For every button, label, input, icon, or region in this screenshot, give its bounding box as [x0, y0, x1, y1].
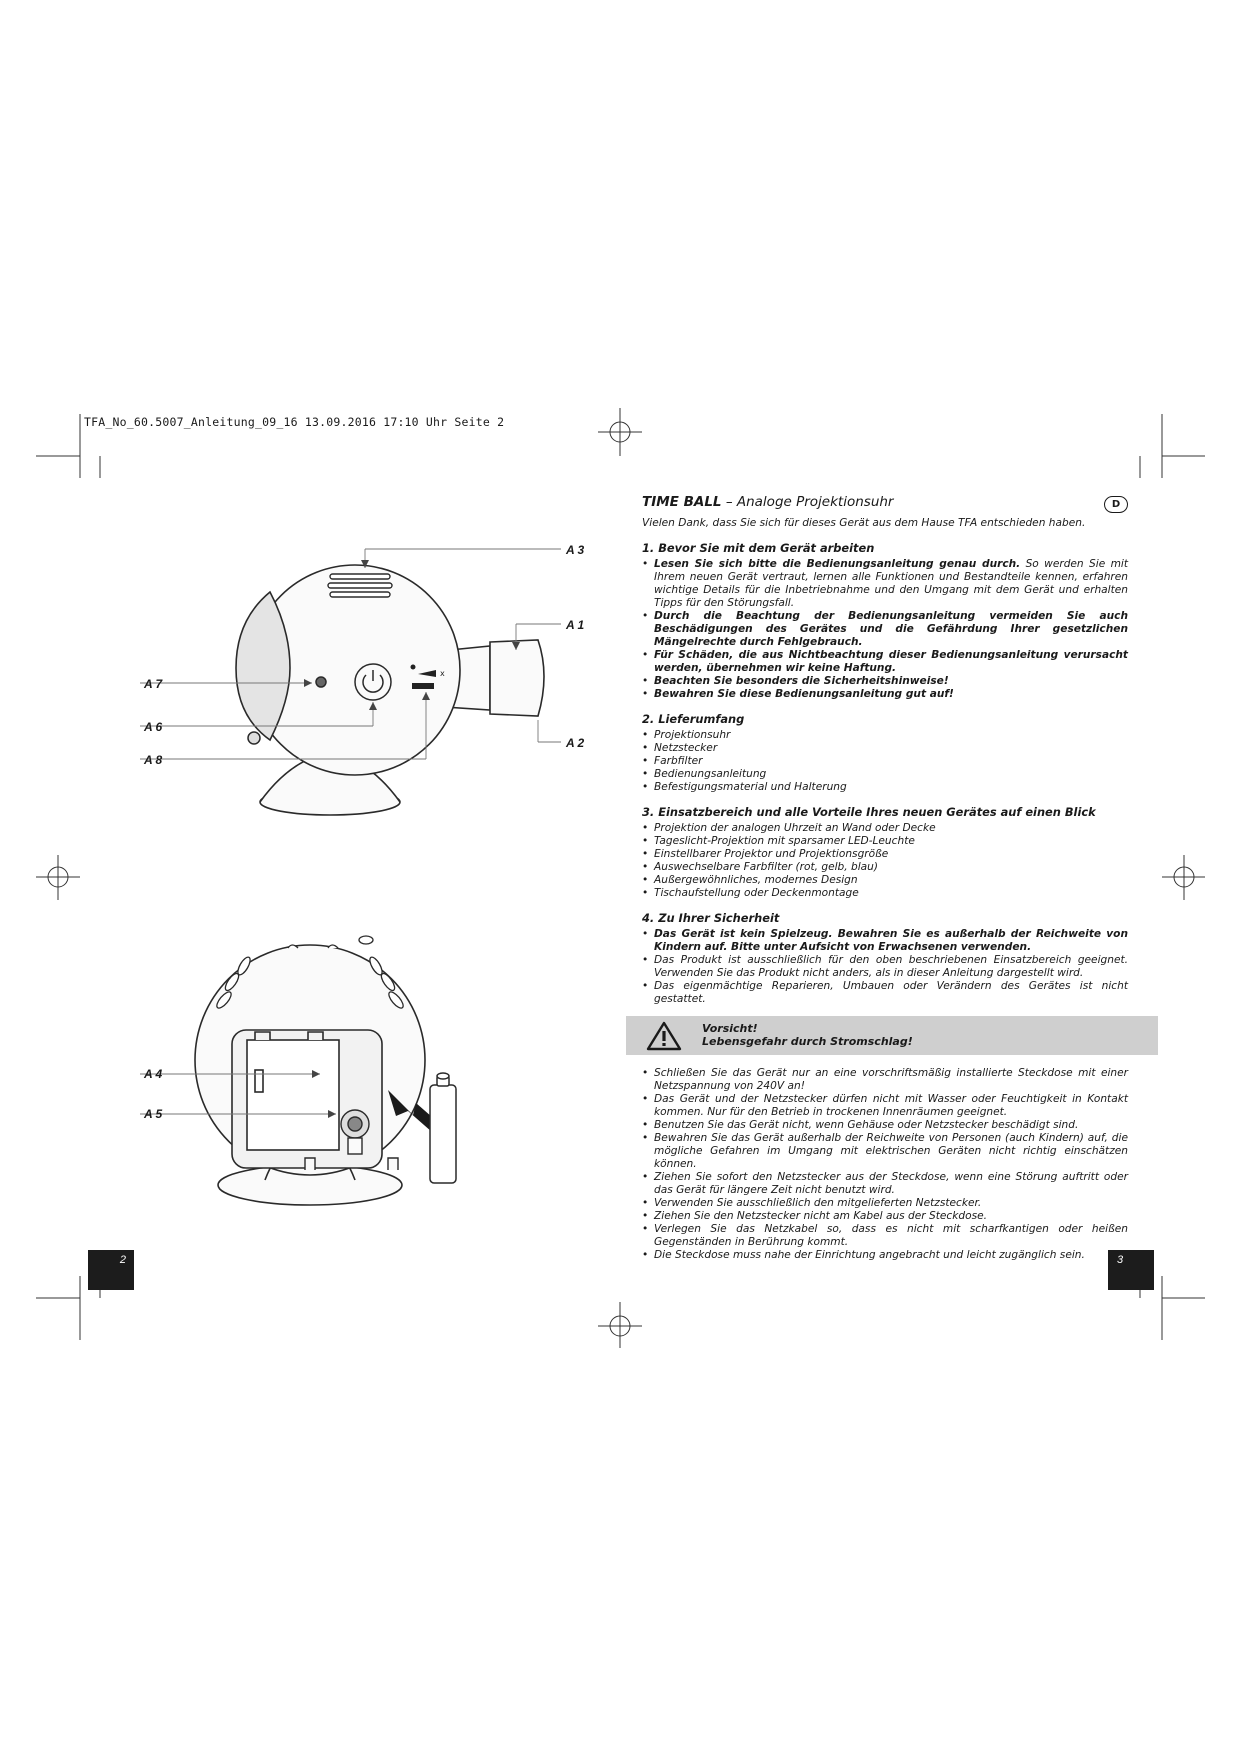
side-socket [248, 732, 260, 744]
section-heading: 3. Einsatzbereich und alle Vorteile Ihres neuen Gerätes auf einen Blick [642, 805, 1096, 819]
list-item-text: Farbfilter [654, 755, 703, 767]
safety-item: • Bewahren Sie das Gerät außerhalb der Reichweite von Personen (auch Kindern) auf, die mögliche Gefahren im Umgang mit elektrischen Geräten nicht richtig einschätzen können. [642, 1132, 1128, 1171]
list-item [642, 848, 1128, 861]
projector-lens-cap [490, 640, 544, 716]
list-item-bold: Lesen Sie sich bitte die Bedienungsanleitung genau durch. [654, 558, 1021, 570]
svg-text:x: x [440, 669, 445, 678]
safety-list [642, 1067, 1128, 1262]
list-item-text: Tageslicht-Projektion mit sparsamer LED-Leuchte [654, 835, 915, 847]
page-number-right: 3 [1108, 1250, 1154, 1290]
safety-item: • Verlegen Sie das Netzkabel so, dass es nicht mit scharfkantigen oder heißen Gegenständen in Berührung kommt. [642, 1223, 1128, 1249]
callout-a7: A 7 [144, 677, 163, 691]
page-title: TIME BALL – Analoge Projektionsuhr [642, 494, 894, 510]
list-item [642, 729, 1128, 742]
sensor-dot [316, 677, 326, 687]
section-heading: 2. Lieferumfang [642, 712, 745, 726]
list-item [642, 742, 1128, 755]
warning-text: Vorsicht! Lebensgefahr durch Stromschlag! [702, 1022, 913, 1048]
registration-mark-top [598, 408, 642, 456]
list-item [642, 954, 1128, 980]
section-heading: 1. Bevor Sie mit dem Gerät arbeiten [642, 541, 875, 555]
sections [642, 542, 1128, 1006]
section-heading: 4. Zu Ihrer Sicherheit [642, 911, 780, 925]
list-item-bold: Beachten Sie besonders die Sicherheitshinweise! [654, 675, 949, 687]
callout-a2: A 2 [566, 736, 585, 750]
list-item [642, 835, 1128, 848]
registration-mark-bottom [598, 1302, 642, 1348]
list-item-text: Auswechselbare Farbfilter (rot, gelb, blau) [654, 861, 878, 873]
list-item-text: Bedienungsanleitung [654, 768, 767, 780]
callout-a3: A 3 [566, 543, 585, 557]
list-item [642, 688, 1128, 701]
list-item-text: Tischaufstellung oder Deckenmontage [654, 887, 859, 899]
section-list [642, 928, 1128, 1006]
list-item [642, 928, 1128, 954]
list-item-text: Außergewöhnliches, modernes Design [654, 874, 858, 886]
list-item [642, 675, 1128, 688]
list-item-text: Projektionsuhr [654, 729, 731, 741]
intro-text: Vielen Dank, dass Sie sich für dieses Gerät aus dem Hause TFA entschieden haben. [642, 517, 1086, 529]
list-item-text: Netzstecker [654, 742, 718, 754]
list-item [642, 781, 1128, 794]
registration-mark-left [36, 855, 80, 900]
list-item [642, 610, 1128, 649]
safety-item: • Die Steckdose muss nahe der Einrichtung angebracht und leicht zugänglich sein. [642, 1249, 1128, 1262]
list-item-text: So werden Sie mit Ihrem neuen Gerät vertraut, lernen alle Funktionen und Bestandteile kennen, erfahren wichtige Details für die Inbetriebnahme und den Umgang mit dem Gerät und erhalten Tipps für den Störungsfall. [654, 558, 1128, 609]
printer-slug: TFA_No_60.5007_Anleitung_09_16 13.09.2016 17:10 Uhr Seite 2 [84, 415, 505, 429]
list-item-bold: Für Schäden, die aus Nichtbeachtung dieser Bedienungsanleitung verursacht werden, übernehmen wir keine Haftung. [654, 649, 1128, 674]
page-number-left: 2 [88, 1250, 134, 1290]
safety-item: • Verwenden Sie ausschließlich den mitgelieferten Netzstecker. [642, 1197, 1128, 1210]
list-item [642, 887, 1128, 900]
list-item [642, 755, 1128, 768]
right-page-content [642, 496, 1128, 1262]
safety-item: • Benutzen Sie das Gerät nicht, wenn Gehäuse oder Netzstecker beschädigt sind. [642, 1119, 1128, 1132]
callout-a4: A 4 [144, 1067, 163, 1081]
list-item-bold: Durch die Beachtung der Bedienungsanleitung vermeiden Sie auch Beschädigungen des Gerätes und die Gefährdung Ihrer gesetzlichen Mängelrechte durch Fehlgebrauch. [654, 610, 1128, 648]
section-list [642, 558, 1128, 701]
warning-triangle-icon [646, 1021, 682, 1051]
list-item-text: Befestigungsmaterial und Halterung [654, 781, 847, 793]
list-item-bold: Bewahren Sie diese Bedienungsanleitung gut auf! [654, 688, 954, 700]
illustration-back-view [140, 930, 480, 1220]
safety-item: • Ziehen Sie sofort den Netzstecker aus der Steckdose, wenn eine Störung auftritt oder das Gerät für längere Zeit nicht benutzt wird. [642, 1171, 1128, 1197]
top-vents [328, 574, 392, 597]
list-item [642, 649, 1128, 675]
title-row [642, 496, 1128, 515]
battery [430, 1073, 456, 1183]
safety-item: • Ziehen Sie den Netzstecker nicht am Kabel aus der Steckdose. [642, 1210, 1128, 1223]
section-list [642, 822, 1128, 900]
callout-a6: A 6 [144, 720, 163, 734]
safety-item: • Schließen Sie das Gerät nur an eine vorschriftsmäßig installierte Steckdose mit einer Netzspannung von 240V an! [642, 1067, 1128, 1093]
list-item-text: Das eigenmächtige Reparieren, Umbauen oder Verändern des Gerätes ist nicht gestattet. [654, 980, 1128, 1005]
warning-banner [626, 1016, 1158, 1055]
list-item-text: Das Produkt ist ausschließlich für den oben beschriebenen Einsatzbereich geeignet. Verwenden Sie das Produkt nicht anders, als in dieser Anleitung dargestellt wird. [654, 954, 1128, 979]
list-item [642, 861, 1128, 874]
illustration-front-view [140, 540, 590, 840]
list-item [642, 874, 1128, 887]
callout-a5: A 5 [144, 1107, 163, 1121]
list-item [642, 822, 1128, 835]
list-item-text: Einstellbarer Projektor und Projektionsgröße [654, 848, 889, 860]
section-list [642, 729, 1128, 794]
safety-item: • Das Gerät und der Netzstecker dürfen nicht mit Wasser oder Feuchtigkeit in Kontakt kommen. Nur für den Betrieb in trockenen Innenräumen geeignet. [642, 1093, 1128, 1119]
callout-a8: A 8 [144, 753, 163, 767]
list-item-bold: Das Gerät ist kein Spielzeug. Bewahren Sie es außerhalb der Reichweite von Kindern auf. Bitte unter Aufsicht von Erwachsenen verwenden. [654, 928, 1128, 953]
registration-mark-right [1162, 855, 1205, 900]
callout-a1: A 1 [566, 618, 585, 632]
list-item [642, 980, 1128, 1006]
list-item [642, 558, 1128, 610]
language-badge: D [1104, 496, 1128, 513]
list-item-text: Projektion der analogen Uhrzeit an Wand oder Decke [654, 822, 936, 834]
list-item [642, 768, 1128, 781]
